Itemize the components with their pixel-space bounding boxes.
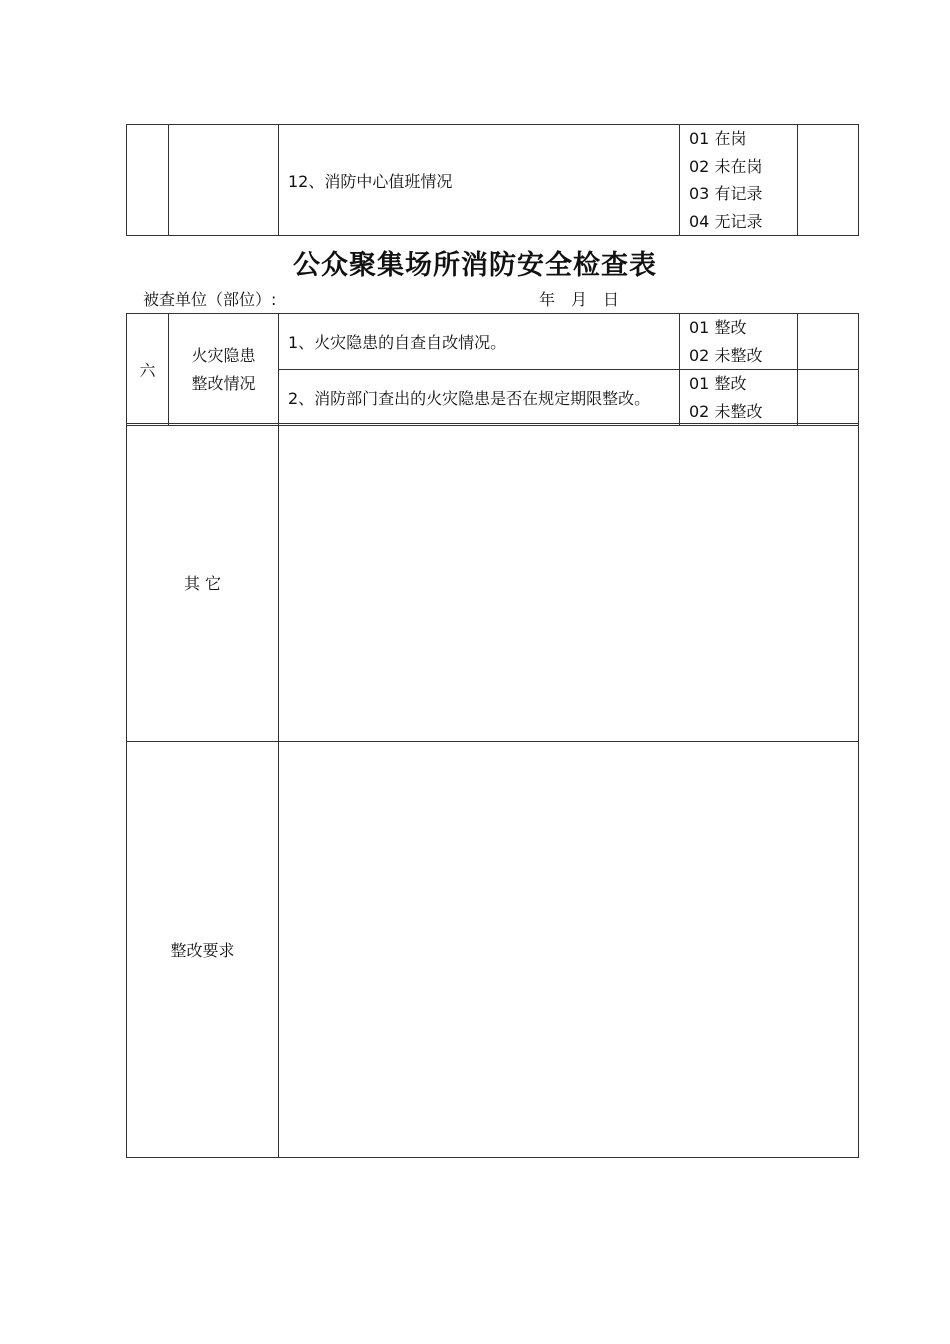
options-cell	[680, 370, 798, 426]
number-cell	[127, 125, 169, 236]
option-text: 03 有记录	[689, 184, 763, 203]
other-label: 其 它	[127, 424, 279, 742]
inspected-unit-label: 被查单位（部位）:	[143, 290, 277, 309]
option-text: 02 未整改	[689, 345, 763, 365]
date-label: 年 月 日	[539, 290, 620, 309]
option-text: 01 整改	[689, 374, 747, 393]
section-table	[126, 313, 859, 426]
table-row	[127, 125, 859, 236]
item-cell: 12、消防中心值班情况	[279, 125, 680, 236]
table-row	[127, 314, 859, 370]
section-name	[169, 314, 279, 426]
page-title: 公众聚集场所消防安全检查表	[293, 250, 657, 281]
table-row	[127, 424, 859, 742]
option-text: 02 未在岗	[689, 156, 763, 176]
rectification-label: 整改要求	[127, 742, 279, 1158]
notes-table	[126, 423, 859, 1158]
category-cell	[169, 125, 279, 236]
continued-table	[126, 124, 859, 236]
result-cell[interactable]	[798, 314, 859, 370]
item-cell: 1、火灾隐患的自查自改情况。	[279, 314, 680, 370]
result-cell[interactable]	[798, 125, 859, 236]
option-text: 01 整改	[689, 318, 747, 337]
section-name-line: 整改情况	[191, 373, 256, 393]
options-cell	[680, 125, 798, 236]
rectification-content-field[interactable]	[279, 742, 859, 1158]
options-cell	[680, 314, 798, 370]
option-text: 01 在岗	[689, 129, 747, 148]
option-text: 04 无记录	[689, 211, 763, 231]
item-cell: 2、消防部门查出的火灾隐患是否在规定期限整改。	[279, 370, 680, 426]
section-number: 六	[127, 314, 169, 426]
other-content-field[interactable]	[279, 424, 859, 742]
section-name-line: 火灾隐患	[191, 346, 256, 365]
table-row	[127, 742, 859, 1158]
result-cell[interactable]	[798, 370, 859, 426]
option-text: 02 未整改	[689, 401, 763, 421]
